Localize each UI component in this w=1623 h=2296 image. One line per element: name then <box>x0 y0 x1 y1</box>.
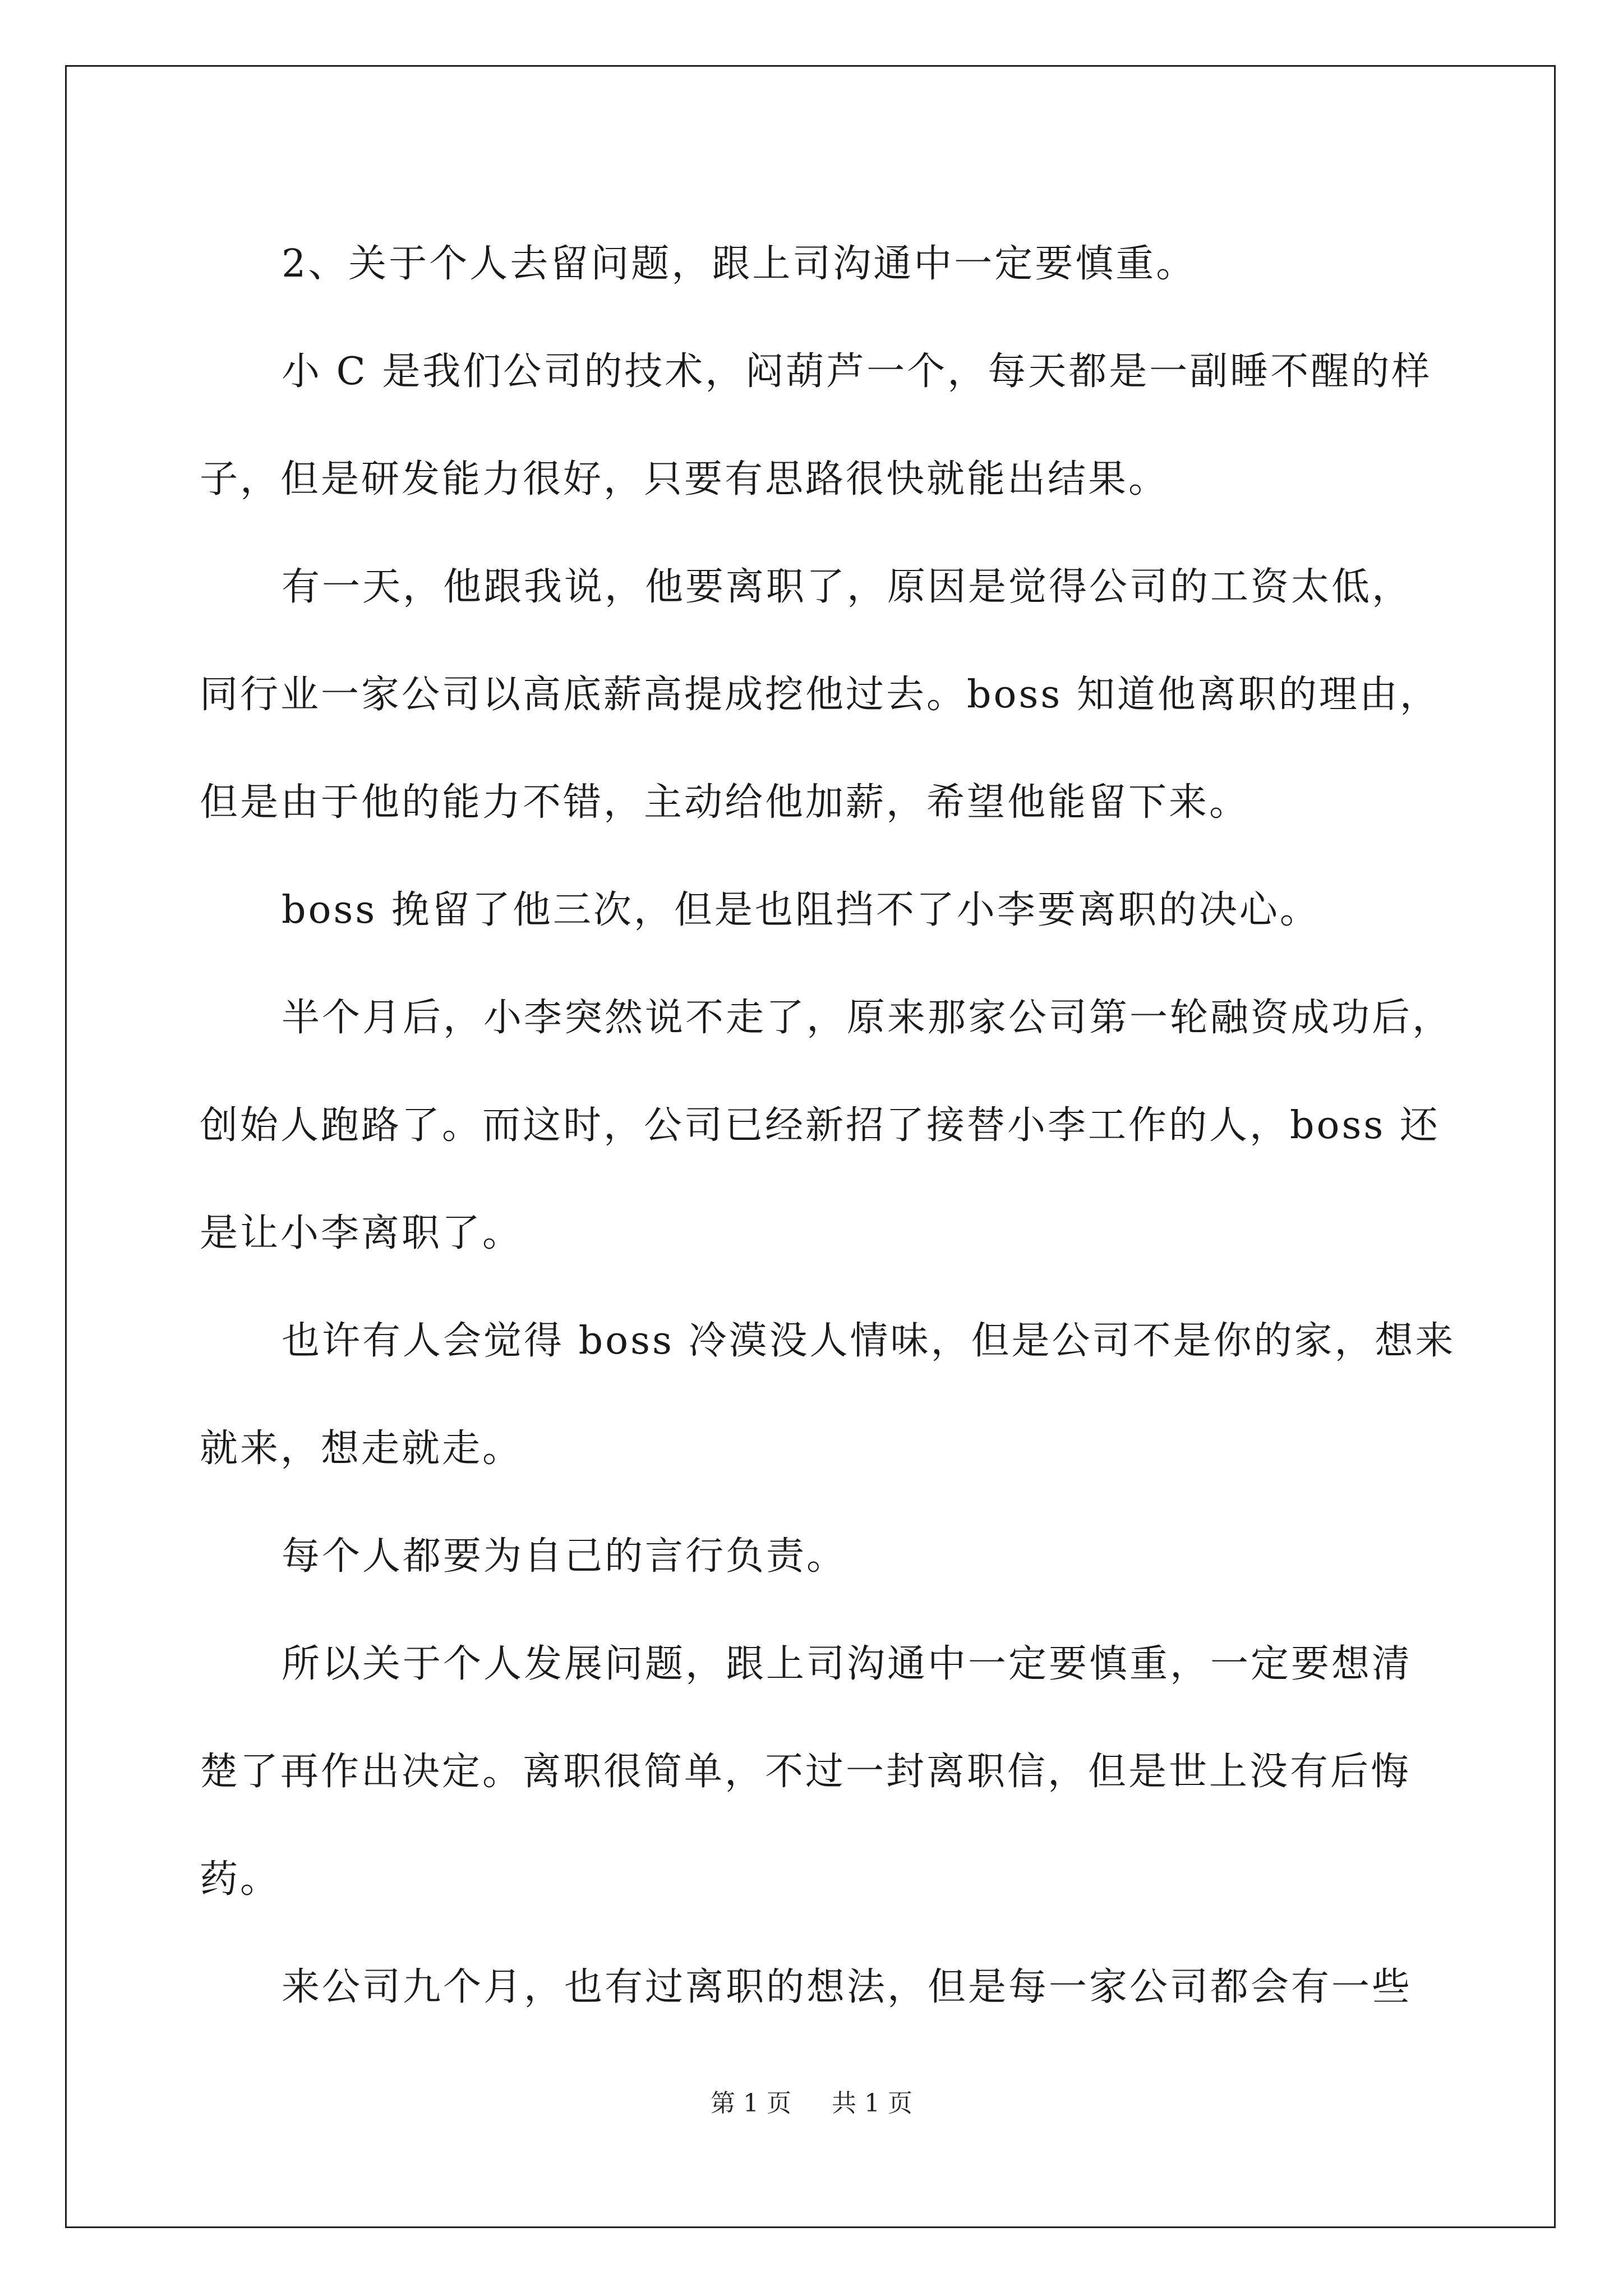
text-line: 有一天，他跟我说，他要离职了，原因是觉得公司的工资太低， <box>282 565 1413 609</box>
text-line: 半个月后，小李突然说不走了，原来那家公司第一轮融资成功后， <box>282 996 1453 1040</box>
text-line: 所以关于个人发展问题，跟上司沟通中一定要慎重，一定要想清 <box>282 1642 1413 1686</box>
text-line: boss 挽留了他三次，但是也阻挡不了小李要离职的决心。 <box>282 888 1320 932</box>
text-line: 是让小李离职了。 <box>200 1211 523 1255</box>
text-line: 同行业一家公司以高底薪高提成挖他过去。boss 知道他离职的理由， <box>200 673 1440 717</box>
text-line: 小 C 是我们公司的技术，闷葫芦一个，每天都是一副睡不醒的样 <box>282 349 1432 394</box>
text-line: 来公司九个月，也有过离职的想法，但是每一家公司都会有一些 <box>282 1965 1413 2009</box>
text-line: 楚了再作出决定。离职很简单，不过一封离职信，但是世上没有后悔 <box>200 1750 1412 1794</box>
page-number: 第 1 页 <box>711 2089 791 2118</box>
page-total: 共 1 页 <box>832 2089 912 2118</box>
text-line: 创始人跑路了。而这时，公司已经新招了接替小李工作的人，boss 还 <box>200 1103 1440 1148</box>
text-line: 也许有人会觉得 boss 冷漠没人情味，但是公司不是你的家，想来 <box>282 1319 1456 1363</box>
document-body <box>200 210 1456 2041</box>
text-line: 每个人都要为自己的言行负责。 <box>282 1534 847 1579</box>
text-line: 但是由于他的能力不错，主动给他加薪，希望他能留下来。 <box>200 780 1250 825</box>
text-line: 2、关于个人去留问题，跟上司沟通中一定要慎重。 <box>282 242 1197 286</box>
page-footer <box>0 2087 1623 2120</box>
text-line: 子，但是研发能力很好，只要有思路很快就能出结果。 <box>200 457 1169 501</box>
text-line: 就来，想走就走。 <box>200 1427 523 1471</box>
text-line: 药。 <box>200 1857 281 1902</box>
